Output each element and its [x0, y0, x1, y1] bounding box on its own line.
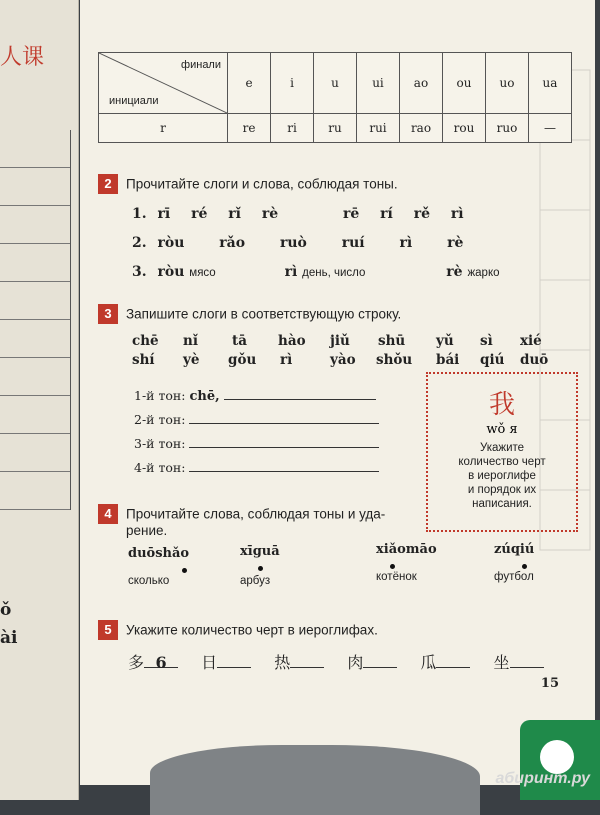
syllable-cell: ru	[314, 114, 357, 143]
syllable: yǔ	[436, 333, 454, 349]
exercise-instruction: Прочитайте слоги и слова, соблюдая тоны.	[126, 176, 398, 192]
box-line: количество черт	[458, 456, 546, 468]
syllable: rě	[413, 206, 431, 222]
final-header: e	[228, 53, 271, 114]
syllable: rè	[447, 235, 464, 251]
final-header: ua	[529, 53, 572, 114]
white-object	[540, 740, 574, 774]
ex2-row-2	[132, 235, 463, 251]
final-header: i	[271, 53, 314, 114]
syllable-cell: ruo	[486, 114, 529, 143]
syllable: hào	[278, 333, 306, 349]
stroke-answer[interactable]	[363, 653, 397, 668]
syllable: qiú	[480, 352, 505, 368]
exercise-instruction: Прочитайте слова, соблюдая тоны и уда-	[126, 506, 386, 522]
stroke-item	[274, 650, 324, 673]
vocab-word	[494, 542, 564, 583]
stroke-item	[201, 650, 251, 673]
tone-answer: chē,	[189, 389, 220, 404]
stroke-answer[interactable]: 6	[144, 653, 178, 668]
syllable: jiǔ	[330, 333, 350, 349]
box-pinyin: wǒ я	[486, 422, 518, 437]
syllable-cell: —	[529, 114, 572, 143]
stress-dot	[522, 564, 527, 569]
left-page-fragment-1: ǒ	[0, 600, 12, 620]
tone-row-1	[134, 388, 376, 404]
stress-dot	[390, 564, 395, 569]
ex2-row-3	[132, 264, 500, 280]
syllable: rí	[380, 206, 393, 222]
row-label: 3.	[132, 264, 147, 280]
tone-label: 1-й тон:	[134, 388, 186, 403]
exercise-5-header	[98, 620, 378, 640]
syllable: yào	[330, 352, 356, 368]
box-line: Укажите	[479, 442, 525, 454]
tone-label: 3-й тон:	[134, 436, 186, 451]
stress-dot	[258, 566, 263, 571]
syllable: rì	[399, 235, 413, 251]
exercise-number: 3	[98, 304, 118, 324]
syllable: rè	[261, 206, 279, 222]
finals-initials-table	[98, 52, 572, 143]
row-label: 2.	[132, 235, 147, 251]
syllable: ruò	[279, 235, 307, 251]
initial-cell: r	[99, 114, 228, 143]
final-header: ao	[400, 53, 443, 114]
left-page-edge	[0, 0, 79, 800]
box-line: и порядок их	[467, 484, 537, 496]
stroke-answer[interactable]	[290, 653, 324, 668]
syllable: yè	[183, 352, 200, 368]
tone-row-4	[134, 460, 379, 475]
word-meaning: котёнок	[376, 571, 417, 583]
left-page-title-hanzi: 人课	[0, 45, 45, 70]
vocab-word	[376, 542, 456, 583]
stress-dot	[182, 568, 187, 573]
word-meaning: арбуз	[240, 575, 271, 587]
syllable: rì	[450, 206, 464, 222]
tone-label: 2-й тон:	[134, 412, 186, 427]
syllable-cell: ri	[271, 114, 314, 143]
item-hanzi: 坐	[493, 653, 510, 672]
exercise-instruction: Укажите количество черт в иероглифах.	[126, 622, 378, 638]
syllable: shū	[378, 333, 406, 349]
answer-line[interactable]	[189, 413, 379, 424]
gloss: жарко	[467, 267, 500, 279]
word: ròu	[157, 264, 185, 280]
word: rè	[446, 264, 463, 280]
word-meaning: сколько	[128, 575, 170, 587]
box-line: написания.	[472, 498, 532, 510]
stroke-item	[347, 650, 397, 673]
syllable-cell: rou	[443, 114, 486, 143]
item-hanzi: 热	[274, 653, 291, 672]
exercise-4-header	[98, 504, 385, 524]
syllable: sì	[480, 333, 493, 349]
fabric-background	[150, 745, 480, 815]
final-header: uo	[486, 53, 529, 114]
table-header-corner	[99, 53, 228, 114]
stroke-item	[494, 650, 544, 673]
syllable-cell: rui	[357, 114, 400, 143]
item-hanzi: 日	[201, 653, 218, 672]
tone-label: 4-й тон:	[134, 460, 186, 475]
syllable: rǎo	[219, 235, 246, 251]
syllable: tā	[232, 333, 247, 349]
watermark: абиринт.ру	[495, 770, 590, 787]
gloss: мясо	[189, 267, 216, 279]
exercise-number: 4	[98, 504, 118, 524]
item-hanzi: 瓜	[420, 653, 437, 672]
header-initials: инициали	[109, 95, 159, 107]
stroke-answer[interactable]	[436, 653, 470, 668]
syllable: gǒu	[228, 352, 257, 368]
exercise-instruction: Запишите слоги в соответствующую строку.	[126, 306, 402, 322]
stroke-answer[interactable]	[510, 653, 544, 668]
word: rì	[284, 264, 298, 280]
exercise-instruction-cont: рение.	[126, 523, 168, 538]
exercise-2-header	[98, 174, 398, 194]
syllable: rǐ	[228, 206, 241, 222]
syllable: rì	[280, 352, 293, 368]
tone-row-2	[134, 412, 379, 427]
syllable: duō	[520, 352, 549, 368]
left-page-fragment-2: ài	[0, 628, 18, 648]
stroke-item	[128, 650, 178, 673]
syllable: bái	[436, 352, 460, 368]
box-hanzi: 我	[488, 390, 515, 420]
header-finals: финали	[181, 59, 221, 71]
box-line: в иероглифе	[468, 470, 536, 482]
syllable: ruí	[341, 235, 365, 251]
syllable-cell: re	[228, 114, 271, 143]
exercise-number: 2	[98, 174, 118, 194]
exercise-3-header	[98, 304, 401, 324]
final-header: u	[314, 53, 357, 114]
syllable: rī	[157, 206, 171, 222]
syllable: xié	[520, 333, 542, 349]
left-page-table	[0, 130, 71, 510]
word-meaning: футбол	[494, 571, 534, 583]
word-pinyin: xīguā	[240, 544, 280, 559]
syllable: shǒu	[376, 352, 413, 368]
item-hanzi: 肉	[347, 653, 364, 672]
vocab-word	[240, 544, 320, 587]
page-number: 15	[540, 676, 559, 691]
answer-line[interactable]	[224, 389, 376, 400]
tone-row-3	[134, 436, 379, 451]
workbook-page	[80, 0, 595, 785]
item-hanzi: 多	[128, 653, 145, 672]
syllable: chē	[132, 333, 159, 349]
answer-line[interactable]	[189, 461, 379, 472]
syllable: nǐ	[183, 333, 198, 349]
syllable: ré	[191, 206, 208, 222]
row-label: 1.	[132, 206, 147, 222]
final-header: ou	[443, 53, 486, 114]
word-pinyin: xiǎomāo	[376, 542, 437, 557]
ex2-row-1	[132, 206, 464, 222]
vocab-word	[128, 546, 208, 587]
box-text	[428, 441, 576, 511]
gloss: день, число	[302, 267, 366, 279]
word-pinyin: zúqiú	[494, 542, 535, 557]
exercise-number: 5	[98, 620, 118, 640]
syllable: shí	[132, 352, 155, 368]
answer-line[interactable]	[189, 437, 379, 448]
stroke-count-items	[128, 650, 544, 673]
stroke-answer[interactable]	[217, 653, 251, 668]
stroke-item	[420, 650, 470, 673]
character-info-box	[426, 372, 578, 532]
syllable-cell: rao	[400, 114, 443, 143]
syllable: ròu	[157, 235, 185, 251]
syllable: rē	[343, 206, 360, 222]
word-pinyin: duōshǎo	[128, 546, 190, 561]
final-header: ui	[357, 53, 400, 114]
